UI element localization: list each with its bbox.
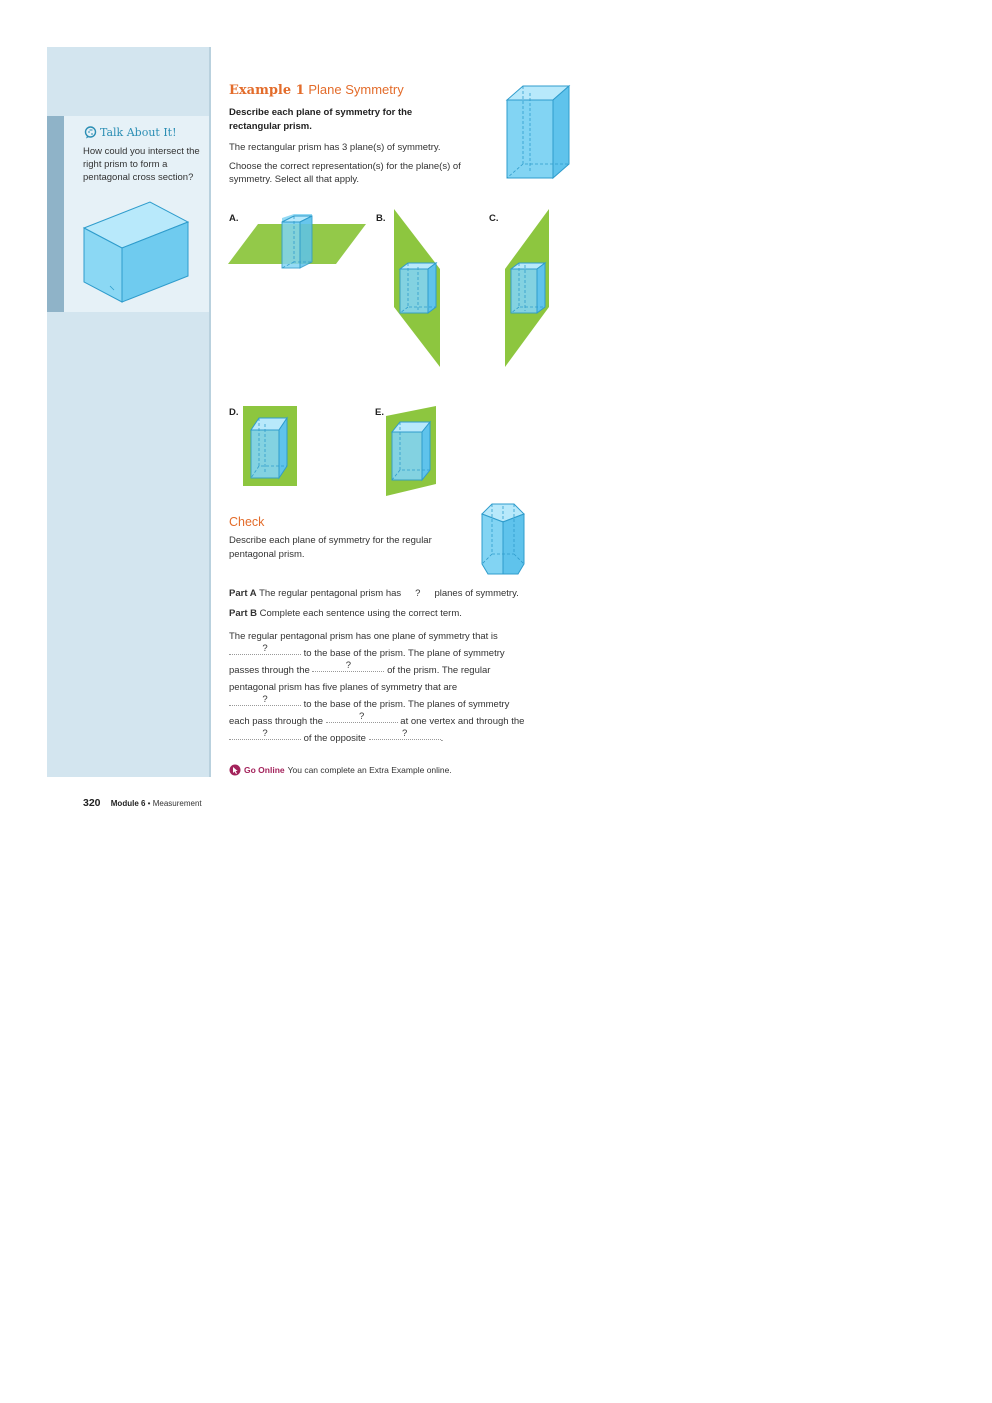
option-d-label: D.: [229, 407, 239, 418]
part-b-label: Part B: [229, 608, 257, 619]
check-title: Check: [229, 515, 265, 529]
part-a-label: Part A: [229, 588, 257, 599]
chat-bubble-icon: [84, 126, 97, 139]
cursor-icon: [229, 764, 241, 776]
option-a-figure[interactable]: [226, 214, 368, 270]
part-a-text: The regular pentagonal prism has: [259, 588, 402, 599]
option-c-label: C.: [489, 213, 499, 224]
part-a: [229, 588, 519, 599]
sentence-line-4: [229, 682, 457, 693]
part-a-text-end: planes of symmetry.: [434, 588, 519, 599]
part-b-text: Complete each sentence using the correct term.: [259, 608, 462, 619]
sidebar-prism-figure: [82, 198, 192, 306]
option-c-figure[interactable]: [503, 207, 551, 369]
sentence-line-7: [229, 728, 444, 745]
page-number: 320: [83, 797, 101, 809]
answer-blank-3[interactable]: ?: [229, 695, 301, 706]
rectangular-prism-figure: [505, 84, 571, 180]
example-number: Example 1: [229, 83, 305, 98]
option-e-label: E.: [375, 407, 384, 418]
pentagonal-prism-figure: [478, 500, 528, 578]
sentence-line-7-middle: of the opposite: [303, 733, 366, 744]
part-b: [229, 608, 462, 619]
page-footer: [83, 797, 202, 809]
sentence-line-3-start: passes through the: [229, 665, 310, 676]
option-b-label: B.: [376, 213, 386, 224]
part-a-answer-blank[interactable]: ?: [415, 588, 421, 599]
sentence-line-2: [229, 643, 505, 660]
answer-blank-6[interactable]: ?: [369, 729, 441, 740]
sentence-line-6: [229, 711, 525, 728]
module-topic: Measurement: [152, 799, 202, 808]
answer-blank-1[interactable]: ?: [229, 644, 301, 655]
talk-title-text: Talk About It!: [100, 126, 177, 139]
example-title: [229, 82, 404, 98]
footer-separator: •: [147, 799, 151, 808]
option-d-figure[interactable]: [243, 406, 299, 488]
sentence-line-3-end: of the prism. The regular: [387, 665, 491, 676]
go-online[interactable]: [229, 764, 452, 776]
talk-about-it-question: How could you intersect the right prism to form a pentagonal cross section?: [83, 146, 200, 183]
answer-blank-2[interactable]: ?: [312, 661, 384, 672]
sentence-line-1: [229, 631, 498, 642]
option-a-label: A.: [229, 213, 239, 224]
sentence-line-5-text: to the base of the prism. The planes of symmetry: [303, 699, 510, 710]
sidebar-divider: [209, 47, 211, 777]
answer-blank-4[interactable]: ?: [326, 712, 398, 723]
check-prompt: Describe each plane of symmetry for the regular pentagonal prism.: [229, 535, 432, 560]
option-b-figure[interactable]: [392, 207, 442, 369]
sentence-line-5: [229, 694, 510, 711]
answer-blank-5[interactable]: ?: [229, 729, 301, 740]
example-statement: The rectangular prism has 3 plane(s) of symmetry.: [229, 142, 441, 153]
example-instruction: Choose the correct representation(s) for the plane(s) of symmetry. Select all that apply.: [229, 161, 461, 185]
example-prompt: Describe each plane of symmetry for the rectangular prism.: [229, 107, 413, 132]
sentence-line-6-start: each pass through the: [229, 716, 324, 727]
sentence-line-2-text: to the base of the prism. The plane of symmetry: [303, 648, 505, 659]
example-name: Plane Symmetry: [308, 82, 404, 97]
module-label: Module 6: [110, 799, 146, 808]
option-e-figure[interactable]: [384, 404, 438, 498]
go-online-label[interactable]: Go Online: [244, 765, 285, 775]
sentence-line-3: [229, 660, 491, 677]
sentence-line-6-end: at one vertex and through the: [400, 716, 525, 727]
sentence-line-1-text: The regular pentagonal prism has one plane of symmetry that is: [229, 631, 498, 642]
talk-about-it-bar: [47, 116, 64, 312]
sentence-line-4-text: pentagonal prism has five planes of symmetry that are: [229, 682, 458, 693]
go-online-text: You can complete an Extra Example online.: [287, 765, 452, 775]
talk-about-it-title: [84, 126, 177, 139]
sentence-line-7-end: .: [440, 733, 444, 744]
